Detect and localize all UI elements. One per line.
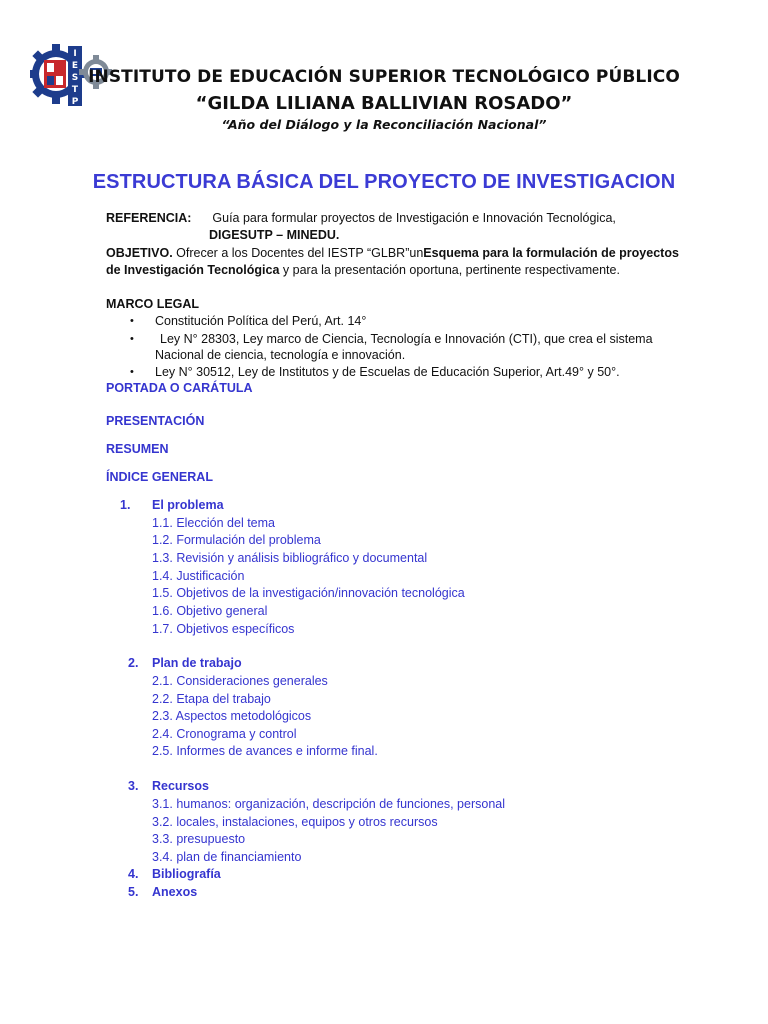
- marco-legal-item: Ley N° 28303, Ley marco de Ciencia, Tecnología e Innovación (CTI), que crea el sistema: [160, 332, 653, 346]
- logo-letter: I: [73, 49, 77, 59]
- outline-subitem: 2.3. Aspectos metodológicos: [152, 709, 312, 723]
- objetivo-bold-2: de Investigación Tecnológica: [106, 263, 280, 277]
- institute-name: INSTITUTO DE EDUCACIÓN SUPERIOR TECNOLÓGICO PÚBLICO: [88, 67, 680, 87]
- outline-subitem: 3.3. presupuesto: [152, 832, 246, 846]
- logo-letter: P: [71, 97, 79, 107]
- outline-number: 5.: [128, 885, 139, 899]
- outline-subitem: 1.3. Revisión y análisis bibliográfico y documental: [152, 551, 428, 565]
- year-motto: “Año del Diálogo y la Reconciliación Nacional”: [221, 117, 547, 132]
- outline-number: 2.: [128, 656, 139, 670]
- marco-legal-item: Ley N° 30512, Ley de Institutos y de Escuelas de Educación Superior, Art.49° y 50°.: [155, 365, 620, 379]
- document-title: ESTRUCTURA BÁSICA DEL PROYECTO DE INVESTIGACION: [92, 171, 676, 193]
- marco-legal-item: Constitución Política del Perú, Art. 14°: [155, 314, 367, 328]
- outline-subitem: 1.2. Formulación del problema: [152, 533, 321, 547]
- institute-subname: “GILDA LILIANA BALLIVIAN ROSADO”: [195, 93, 573, 114]
- outline-number: 1.: [120, 498, 131, 512]
- referencia-text: Guía para formular proyectos de Investigación e Innovación Tecnológica,: [212, 211, 616, 225]
- objetivo-text-1: Ofrecer a los Docentes del IESTP “GLBR”un: [176, 246, 424, 260]
- logo-letter: S: [71, 73, 79, 83]
- outline-title: Recursos: [152, 779, 209, 793]
- outline-number: 4.: [128, 867, 139, 881]
- referencia-label: REFERENCIA:: [106, 211, 192, 225]
- marco-legal-label: MARCO LEGAL: [106, 297, 200, 311]
- outline-title: Anexos: [152, 885, 198, 899]
- outline-subitem: 3.2. locales, instalaciones, equipos y otros recursos: [152, 815, 438, 829]
- outline-title: Plan de trabajo: [152, 656, 242, 670]
- objetivo-label: OBJETIVO.: [106, 246, 173, 260]
- logo-letter: T: [71, 85, 79, 95]
- outline-subitem: 2.1. Consideraciones generales: [152, 674, 328, 688]
- outline-subitem: 1.4. Justificación: [152, 569, 245, 583]
- outline-subitem: 3.1. humanos: organización, descripción de funciones, personal: [152, 797, 505, 811]
- section-presentacion: PRESENTACIÓN: [106, 414, 205, 428]
- referencia-org: DIGESUTP – MINEDU.: [209, 228, 340, 242]
- objetivo-line-2: [106, 262, 620, 279]
- objetivo-bold-1: Esquema para la formulación de proyectos: [423, 246, 679, 260]
- outline-number: 3.: [128, 779, 139, 793]
- outline-subitem: 2.2. Etapa del trabajo: [152, 692, 271, 706]
- outline-subitem: 2.5. Informes de avances e informe final.: [152, 744, 378, 758]
- outline-subitem: 1.1. Elección del tema: [152, 516, 275, 530]
- marco-legal-item-continued: Nacional de ciencia, tecnología e innovación.: [155, 348, 406, 362]
- section-indice-general: ÍNDICE GENERAL: [106, 470, 213, 484]
- outline-title: Bibliografía: [152, 867, 221, 881]
- bullet: •: [130, 315, 134, 327]
- outline-subitem: 1.7. Objetivos específicos: [152, 622, 295, 636]
- objetivo-line-1: [106, 245, 679, 262]
- section-portada: PORTADA O CARÁTULA: [106, 381, 253, 395]
- outline-title: El problema: [152, 498, 224, 512]
- outline-subitem: 1.5. Objetivos de la investigación/innovación tecnológica: [152, 586, 465, 600]
- bullet: •: [130, 366, 134, 378]
- bullet: •: [130, 333, 134, 345]
- outline-subitem: 2.4. Cronograma y control: [152, 727, 297, 741]
- referencia-line: [106, 210, 616, 227]
- objetivo-text-2: y para la presentación oportuna, pertinente respectivamente.: [282, 263, 620, 277]
- outline-subitem: 1.6. Objetivo general: [152, 604, 268, 618]
- section-resumen: RESUMEN: [106, 442, 169, 456]
- outline-subitem: 3.4. plan de financiamiento: [152, 850, 302, 864]
- logo-letter: E: [71, 61, 79, 71]
